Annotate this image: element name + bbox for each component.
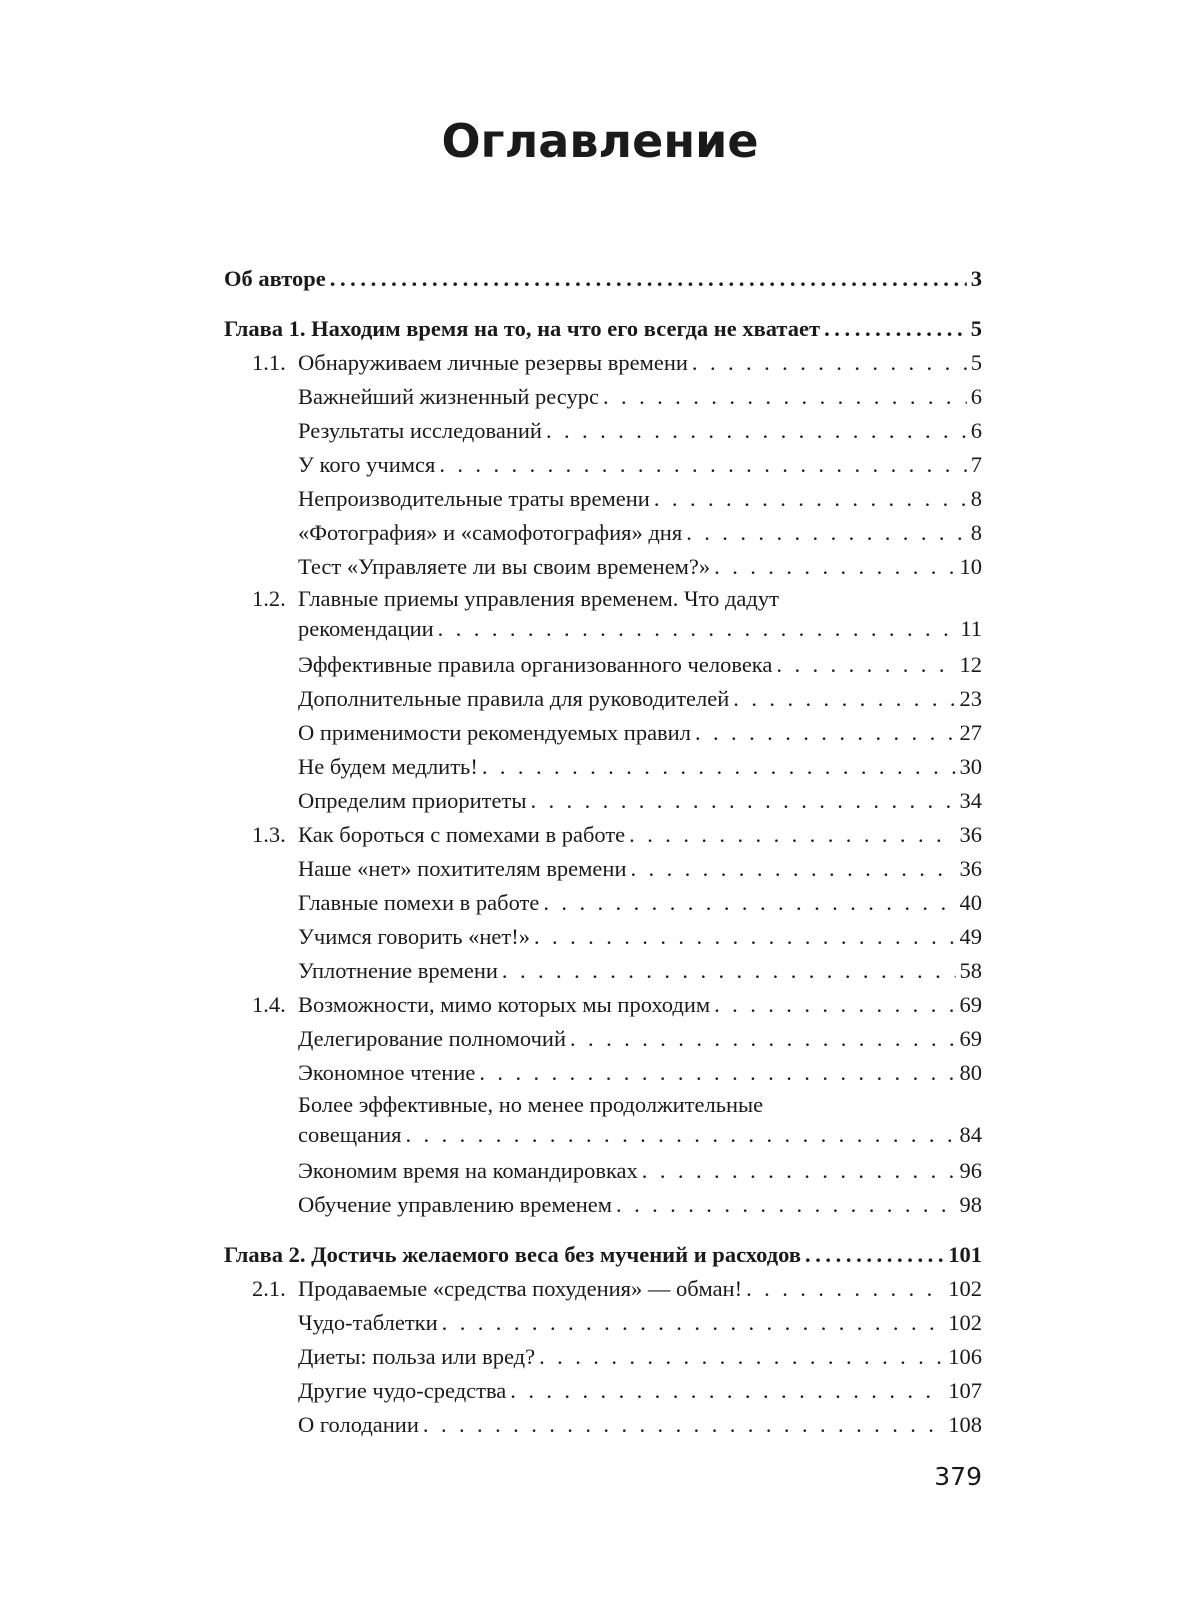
toc-entry-page: 7 (970, 452, 982, 477)
toc-entry-page: 108 (948, 1412, 982, 1437)
dot-leader (330, 262, 967, 296)
dot-leader (442, 1306, 945, 1340)
toc-entry-page: 8 (970, 520, 982, 545)
dot-leader (686, 516, 967, 550)
toc-entry-page: 36 (959, 856, 982, 881)
toc-entry (224, 312, 982, 346)
toc-entry (224, 852, 982, 886)
toc-entry-page: 5 (970, 350, 982, 375)
toc-entry-title: «Фотография» и «самофотография» дня (298, 520, 683, 545)
toc-entry (224, 1022, 982, 1056)
toc-entry (224, 988, 982, 1022)
toc-entry-page: 106 (948, 1344, 982, 1369)
toc-entry (224, 262, 982, 296)
toc-entry-title: Главные помехи в работе (298, 890, 540, 915)
toc-entry-title: Делегирование полномочий (298, 1026, 566, 1051)
toc-entry (224, 886, 982, 920)
toc-entry-number: 1.2. (252, 586, 286, 611)
toc-entry-title: Возможности, мимо которых мы проходим (298, 992, 711, 1017)
page-title: Оглавление (441, 114, 759, 168)
toc-entry-title: рекомендации (298, 616, 434, 641)
toc-entry-page: 98 (959, 1192, 982, 1217)
toc-entry-title: Тест «Управляете ли вы своим временем?» (298, 554, 711, 579)
toc-entry (224, 346, 982, 380)
toc-entry-page: 69 (959, 1026, 982, 1051)
toc-entry-title: Уплотнение времени (298, 958, 498, 983)
toc-entry-title: У кого учимся (298, 452, 436, 477)
toc-entry-page: 49 (959, 924, 982, 949)
toc-entry-page: 58 (959, 958, 982, 983)
dot-leader (510, 1374, 944, 1408)
toc-entry (224, 614, 982, 644)
table-of-contents (224, 262, 982, 1442)
toc-entry-page: 34 (959, 788, 982, 813)
toc-entry-line1 (224, 584, 982, 614)
dot-leader (438, 614, 957, 644)
dot-leader (546, 414, 967, 448)
toc-entry-title: Экономное чтение (298, 1060, 476, 1085)
toc-entry-title: Непроизводительные траты времени (298, 486, 650, 511)
toc-entry-number: 2.1. (252, 1276, 286, 1301)
toc-entry-title: О голодании (298, 1412, 419, 1437)
dot-leader (805, 1238, 944, 1272)
toc-entry (224, 784, 982, 818)
dot-leader (534, 920, 956, 954)
toc-entry-title: О применимости рекомендуемых правил (298, 720, 691, 745)
toc-entry-title: Экономим время на командировках (298, 1158, 638, 1183)
toc-entry-page: 102 (948, 1276, 982, 1301)
dot-leader (692, 346, 967, 380)
toc-entry-number: 1.3. (252, 822, 286, 847)
toc-entry-page: 10 (959, 554, 982, 579)
toc-entry-line1 (224, 1090, 982, 1120)
toc-entry (224, 516, 982, 550)
toc-entry-title: Определим приоритеты (298, 788, 527, 813)
dot-leader (714, 550, 955, 584)
dot-leader (539, 1340, 944, 1374)
toc-entry-title: Глава 2. Достичь желаемого веса без мучений и расходов (224, 1242, 801, 1267)
toc-entry-title: Не будем медлить! (298, 754, 478, 779)
toc-entry (224, 750, 982, 784)
toc-entry (224, 920, 982, 954)
toc-entry-page: 96 (959, 1158, 982, 1183)
dot-leader (439, 448, 966, 482)
dot-leader (824, 312, 967, 346)
dot-leader (479, 1056, 955, 1090)
toc-entry-page: 23 (959, 686, 982, 711)
toc-entry-title: Продаваемые «средства похудения» — обман! (298, 1276, 743, 1301)
toc-entry-title: Дополнительные правила для руководителей (298, 686, 730, 711)
toc-entry-number: 1.4. (252, 992, 286, 1017)
toc-entry (224, 1154, 982, 1188)
toc-entry-title: Учимся говорить «нет!» (298, 924, 530, 949)
toc-entry-title: Глава 1. Находим время на то, на что его всегда не хватает (224, 316, 821, 341)
toc-entry (224, 550, 982, 584)
toc-entry-title: совещания (298, 1122, 402, 1147)
toc-entry (224, 954, 982, 988)
toc-entry-title: Об авторе (224, 266, 326, 291)
toc-entry-title-line1: Главные приемы управления временем. Что дадут (298, 586, 779, 611)
toc-entry (224, 1238, 982, 1272)
toc-entry-page: 69 (959, 992, 982, 1017)
dot-leader (642, 1154, 956, 1188)
toc-entry (224, 414, 982, 448)
toc-entry (224, 1272, 982, 1306)
toc-entry (224, 1340, 982, 1374)
toc-entry-page: 107 (948, 1378, 982, 1403)
toc-entry-page: 11 (960, 616, 982, 641)
dot-leader (570, 1022, 956, 1056)
toc-entry (224, 380, 982, 414)
toc-entry-page: 6 (970, 418, 982, 443)
toc-entry (224, 1408, 982, 1442)
toc-entry (224, 818, 982, 852)
dot-leader (746, 1272, 944, 1306)
toc-entry-title: Важнейший жизненный ресурс (298, 384, 599, 409)
toc-entry-page: 12 (959, 652, 982, 677)
toc-entry-page: 5 (970, 316, 982, 341)
toc-entry-title: Обнаруживаем личные резервы времени (298, 350, 688, 375)
toc-entry-title: Эффективные правила организованного человека (298, 652, 773, 677)
toc-entry (224, 1306, 982, 1340)
dot-leader (405, 1120, 955, 1150)
toc-entry (224, 1120, 982, 1150)
toc-entry-title: Обучение управлению временем (298, 1192, 613, 1217)
toc-entry-title: Диеты: польза или вред? (298, 1344, 536, 1369)
toc-entry (224, 482, 982, 516)
toc-entry-page: 30 (959, 754, 982, 779)
toc-entry-page: 8 (970, 486, 982, 511)
dot-leader (714, 988, 955, 1022)
toc-entry-page: 80 (959, 1060, 982, 1085)
toc-entry (224, 1374, 982, 1408)
dot-leader (776, 648, 955, 682)
dot-leader (502, 954, 956, 988)
dot-leader (695, 716, 956, 750)
toc-entry-title: Как бороться с помехами в работе (298, 822, 626, 847)
toc-entry-page: 101 (948, 1242, 982, 1267)
dot-leader (629, 818, 955, 852)
toc-entry-title: Чудо-таблетки (298, 1310, 438, 1335)
toc-entry-number: 1.1. (252, 350, 286, 375)
toc-entry-page: 6 (970, 384, 982, 409)
toc-entry-title: Результаты исследований (298, 418, 542, 443)
dot-leader (603, 380, 967, 414)
toc-entry-page: 40 (959, 890, 982, 915)
toc-entry-title-line1: Более эффективные, но менее продолжительные (298, 1092, 764, 1117)
toc-entry (224, 1188, 982, 1222)
toc-entry (224, 648, 982, 682)
toc-entry-page: 27 (959, 720, 982, 745)
dot-leader (423, 1408, 944, 1442)
toc-entry (224, 448, 982, 482)
dot-leader (530, 784, 955, 818)
toc-entry (224, 716, 982, 750)
dot-leader (630, 852, 955, 886)
dot-leader (616, 1188, 955, 1222)
toc-entry (224, 682, 982, 716)
dot-leader (654, 482, 967, 516)
dot-leader (543, 886, 955, 920)
toc-entry-page: 102 (948, 1310, 982, 1335)
toc-entry-page: 3 (970, 266, 982, 291)
toc-entry-page: 36 (959, 822, 982, 847)
dot-leader (482, 750, 956, 784)
toc-entry-title: Наше «нет» похитителям времени (298, 856, 627, 881)
dot-leader (733, 682, 955, 716)
toc-entry (224, 1056, 982, 1090)
toc-entry-title: Другие чудо-средства (298, 1378, 507, 1403)
page-number: 379 (934, 1462, 982, 1491)
toc-entry-page: 84 (959, 1122, 982, 1147)
